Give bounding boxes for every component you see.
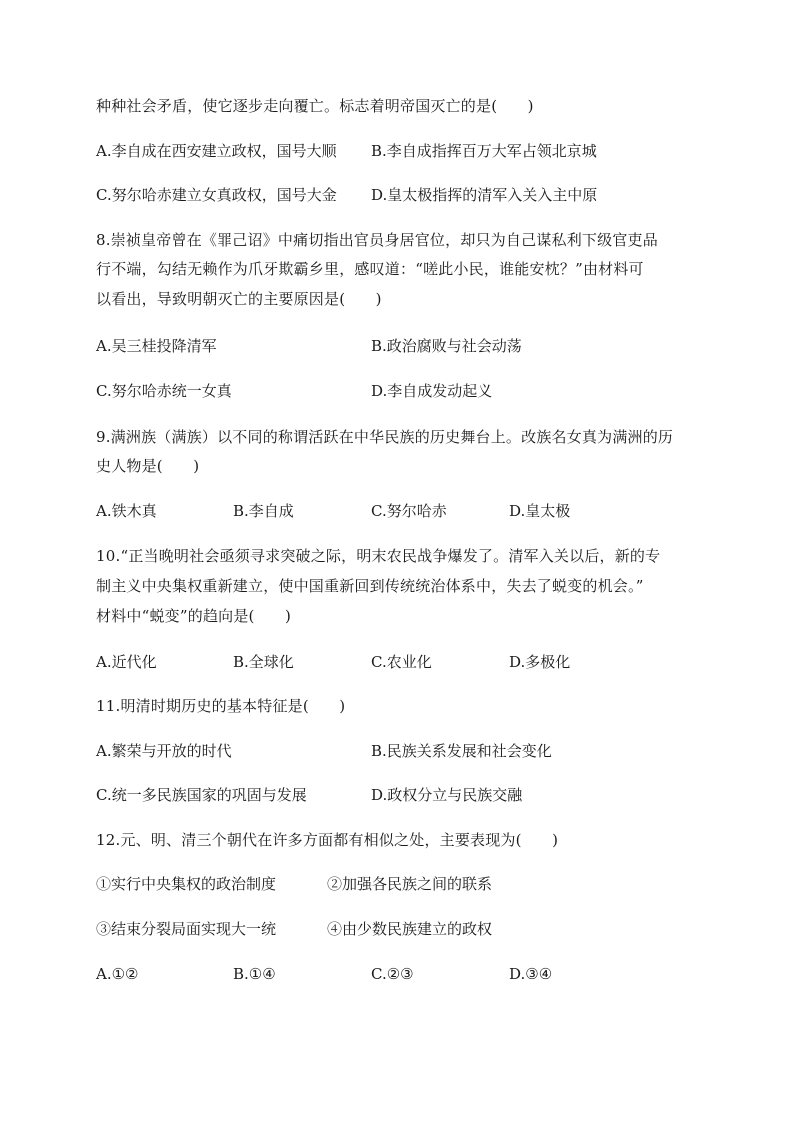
- q7-option-c: C.努尔哈赤建立女真政权，国号大金: [96, 186, 337, 204]
- q12-stem: 12.元、明、清三个朝代在许多方面都有相似之处，主要表现为( ): [96, 831, 559, 849]
- q11-option-c: C.统一多民族国家的巩固与发展: [96, 786, 307, 804]
- q8-option-b: B.政治腐败与社会动荡: [371, 337, 522, 355]
- q8-option-c: C.努尔哈赤统一女真: [96, 382, 232, 400]
- q12-option-d: D.③④: [509, 965, 553, 983]
- q12-option-b: B.①④: [233, 965, 276, 983]
- q9-stem-line-1: 9.满洲族（满族）以不同的称谓活跃在中华民族的历史舞台上。改族名女真为满洲的历: [96, 428, 674, 446]
- q11-option-d: D.政权分立与民族交融: [371, 786, 523, 804]
- q10-option-a: A.近代化: [96, 653, 157, 671]
- q7-stem-tail: 种种社会矛盾，使它逐步走向覆亡。标志着明帝国灭亡的是( ): [96, 97, 534, 115]
- q12-item-2: ②加强各民族之间的联系: [327, 875, 493, 893]
- q11-option-b: B.民族关系发展和社会变化: [371, 742, 552, 760]
- q10-option-b: B.全球化: [233, 653, 294, 671]
- q12-option-c: C.②③: [371, 965, 414, 983]
- q10-stem-line-1: 10.“正当晚明社会亟须寻求突破之际，明末农民战争爆发了。清军入关以后，新的专: [96, 547, 661, 565]
- q8-option-a: A.吴三桂投降清军: [96, 337, 217, 355]
- q12-item-4: ④由少数民族建立的政权: [327, 920, 493, 938]
- q7-option-a: A.李自成在西安建立政权，国号大顺: [96, 142, 337, 160]
- q11-stem: 11.明清时期历史的基本特征是( ): [96, 697, 346, 715]
- q9-option-b: B.李自成: [233, 502, 294, 520]
- q9-option-c: C.努尔哈赤: [371, 502, 447, 520]
- q12-option-a: A.①②: [96, 965, 139, 983]
- q11-option-a: A.繁荣与开放的时代: [96, 742, 232, 760]
- q8-stem-line-1: 8.崇祯皇帝曾在《罪己诏》中痛切指出官员身居官位，却只为自己谋私利下级官吏品: [96, 231, 658, 249]
- q9-stem-line-2: 史人物是( ): [96, 457, 200, 475]
- q8-stem-line-2: 行不端，勾结无赖作为爪牙欺霸乡里，感叹道：“嗟此小民，谁能安枕？”由材料可: [96, 260, 644, 278]
- q9-option-d: D.皇太极: [509, 502, 571, 520]
- q8-option-d: D.李自成发动起义: [371, 382, 493, 400]
- q7-option-d: D.皇太极指挥的清军入关入主中原: [371, 186, 598, 204]
- q8-stem-line-3: 以看出，导致明朝灭亡的主要原因是( ): [96, 290, 382, 308]
- q7-option-b: B.李自成指挥百万大军占领北京城: [371, 142, 597, 160]
- q12-item-3: ③结束分裂局面实现大一统: [96, 920, 277, 938]
- q10-stem-line-3: 材料中“蜕变”的趋向是( ): [96, 607, 292, 625]
- q10-stem-line-2: 制主义中央集权重新建立，使中国重新回到传统统治体系中，失去了蜕变的机会。”: [96, 577, 644, 595]
- q10-option-d: D.多极化: [509, 653, 571, 671]
- q12-item-1: ①实行中央集权的政治制度: [96, 875, 277, 893]
- q9-option-a: A.铁木真: [96, 502, 157, 520]
- q10-option-c: C.农业化: [371, 653, 432, 671]
